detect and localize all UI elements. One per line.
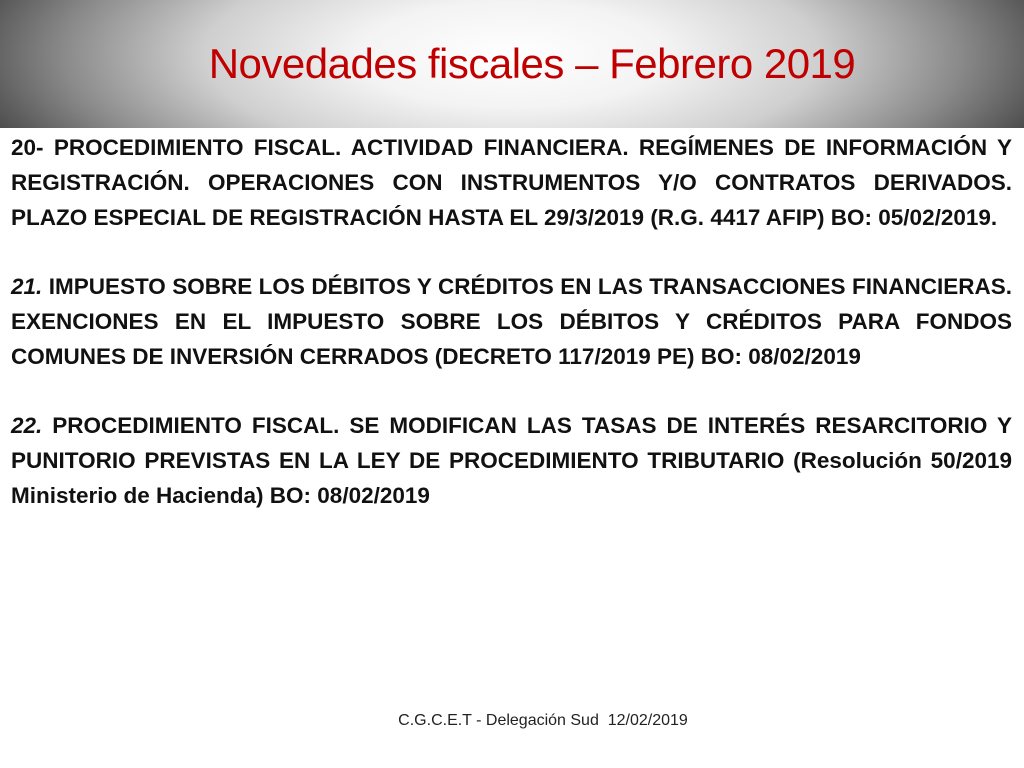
slide-content <box>11 130 1012 547</box>
item-number: 20- <box>11 135 44 160</box>
news-item-20 <box>11 130 1012 235</box>
item-number: 21. <box>11 274 43 299</box>
item-text: PROCEDIMIENTO FISCAL. ACTIVIDAD FINANCIERA. REGÍMENES DE INFORMACIÓN Y REGISTRACIÓN. OPERACIONES CON INSTRUMENTOS Y/O CONTRATOS DERIVADOS. PLAZO ESPECIAL DE REGISTRACIÓN HASTA EL 29/3/2019 (R.G. 4417 AFIP) BO: 05/02/2019. <box>11 135 1012 230</box>
item-number: 22. <box>11 413 43 438</box>
slide-title: Novedades fiscales – Febrero 2019 <box>208 40 856 87</box>
news-item-22 <box>11 408 1012 513</box>
slide-footer: C.G.C.E.T - Delegación Sud 12/02/2019 <box>398 712 688 729</box>
news-item-21 <box>11 269 1012 374</box>
item-text: PROCEDIMIENTO FISCAL. SE MODIFICAN LAS TASAS DE INTERÉS RESARCITORIO Y PUNITORIO PREVISTAS EN LA LEY DE PROCEDIMIENTO TRIBUTARIO (Resolución 50/2019 Ministerio de Hacienda) BO: 08/02/2019 <box>11 413 1012 508</box>
item-text: IMPUESTO SOBRE LOS DÉBITOS Y CRÉDITOS EN LAS TRANSACCIONES FINANCIERAS. EXENCIONES EN EL IMPUESTO SOBRE LOS DÉBITOS Y CRÉDITOS PARA FONDOS COMUNES DE INVERSIÓN CERRADOS (DECRETO 117/2019 PE) BO: 08/02/2019 <box>11 274 1012 369</box>
